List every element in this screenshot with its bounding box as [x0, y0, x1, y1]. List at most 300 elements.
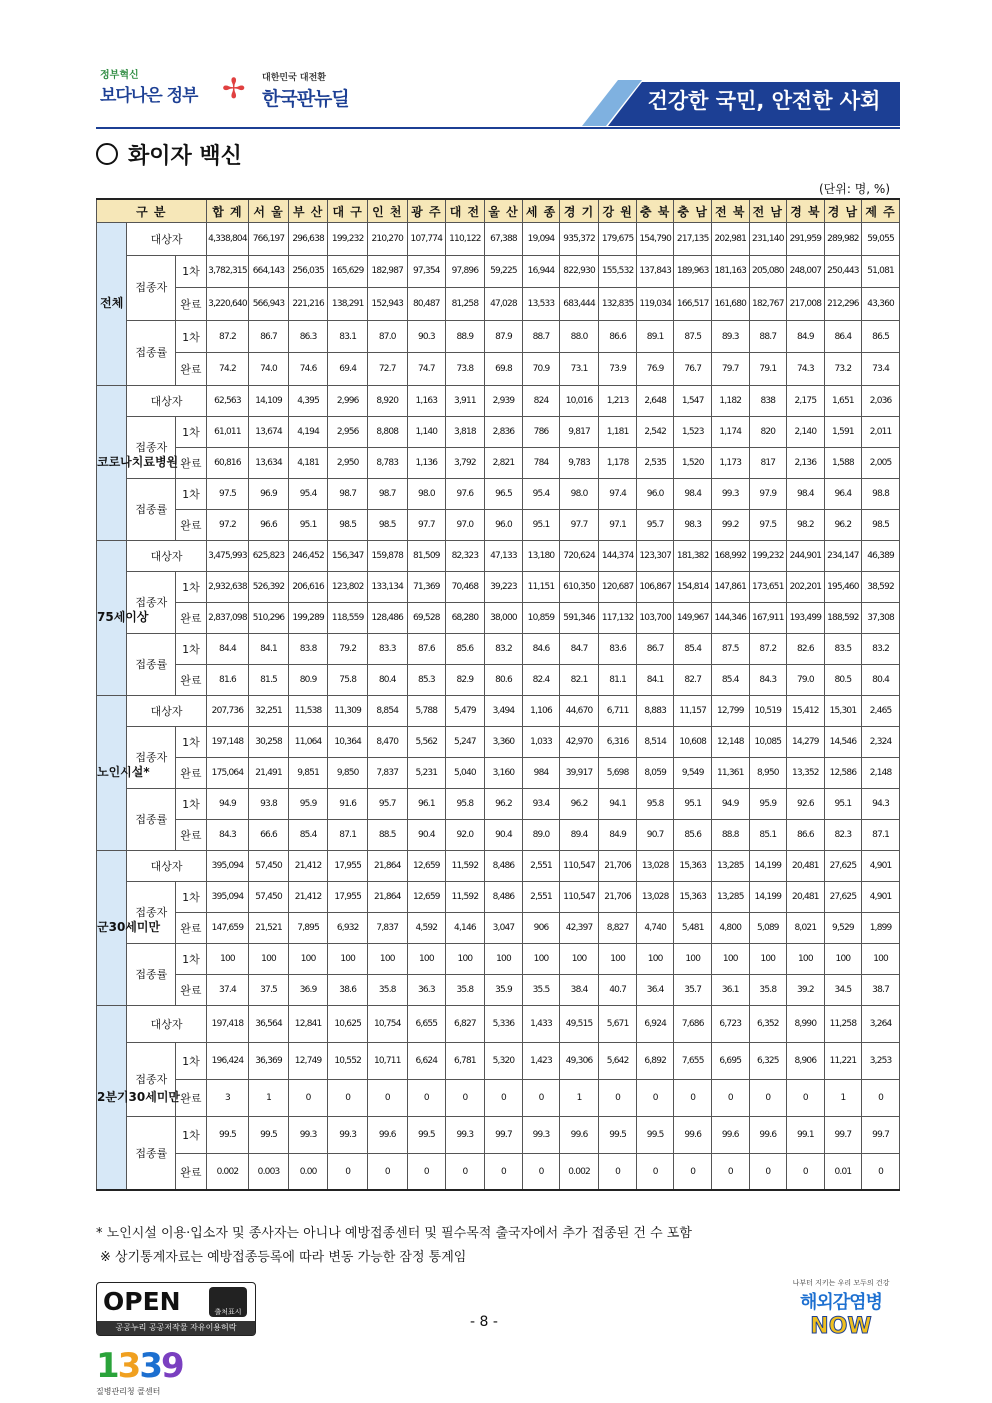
- table-cell: 98.7: [368, 478, 408, 509]
- table-cell: 14,199: [749, 881, 787, 912]
- table-cell: 820: [749, 416, 787, 447]
- table-cell: 15,363: [674, 850, 712, 881]
- table-cell: 97,354: [407, 255, 446, 288]
- table-cell: 8,783: [368, 447, 408, 478]
- row-sublabel: 1차: [176, 633, 206, 664]
- table-cell: 21,706: [599, 881, 637, 912]
- table-cell: 3,264: [862, 1005, 900, 1042]
- row-sublabel: 1차: [176, 255, 206, 288]
- table-cell: 21,864: [368, 850, 408, 881]
- page-number: - 8 -: [470, 1314, 498, 1330]
- overseas-infection-now-logo: [782, 1278, 900, 1338]
- table-cell: 83.2: [862, 633, 900, 664]
- logo-1339-caption: 질병관리청 콜센터: [96, 1387, 161, 1396]
- group-label: 노인시설*: [97, 695, 127, 850]
- table-cell: 2,011: [862, 416, 900, 447]
- table-cell: 100: [712, 943, 750, 974]
- table-cell: 95.8: [446, 788, 485, 819]
- table-cell: 99.5: [599, 1116, 637, 1153]
- table-cell: 95.1: [288, 509, 328, 540]
- table-group: [97, 385, 900, 540]
- table-cell: 69.4: [328, 353, 368, 386]
- table-cell: 9,549: [674, 757, 712, 788]
- table-cell: 82.7: [674, 664, 712, 695]
- table-cell: 133,134: [368, 571, 408, 602]
- table-cell: 83.1: [328, 320, 368, 353]
- table-cell: 97.5: [206, 478, 249, 509]
- table-cell: 82.9: [446, 664, 485, 695]
- table-row: [97, 819, 900, 850]
- table-cell: 87.1: [862, 819, 900, 850]
- table-cell: 2,148: [862, 757, 900, 788]
- table-cell: 97.9: [749, 478, 787, 509]
- table-cell: 1,523: [674, 416, 712, 447]
- table-cell: 0: [523, 1153, 560, 1190]
- table-cell: 210,270: [368, 223, 408, 256]
- row-label-target: 대상자: [127, 850, 206, 881]
- table-cell: 88.8: [712, 819, 750, 850]
- table-cell: 193,499: [787, 602, 825, 633]
- row-label-rate: 접종률: [127, 1116, 176, 1190]
- attribution-icon-label: 출처표시: [214, 1308, 242, 1316]
- table-cell: 98.5: [862, 509, 900, 540]
- table-row: [97, 726, 900, 757]
- table-cell: 168,992: [712, 540, 750, 571]
- table-cell: 97.4: [599, 478, 637, 509]
- table-cell: 15,363: [674, 881, 712, 912]
- table-cell: 100: [599, 943, 637, 974]
- table-cell: 38,000: [484, 602, 523, 633]
- table-cell: 27,625: [824, 850, 862, 881]
- table-cell: 202,981: [712, 223, 750, 256]
- table-cell: 87.5: [712, 633, 750, 664]
- table-cell: 159,878: [368, 540, 408, 571]
- column-header: 경 북: [787, 199, 825, 223]
- table-cell: 90.4: [407, 819, 446, 850]
- table-group: [97, 1005, 900, 1190]
- table-cell: 10,016: [559, 385, 599, 416]
- table-cell: 1,178: [599, 447, 637, 478]
- table-cell: 5,562: [407, 726, 446, 757]
- table-cell: 80.9: [288, 664, 328, 695]
- table-cell: 99.3: [446, 1116, 485, 1153]
- row-label-target: 대상자: [127, 540, 206, 571]
- table-cell: 81.1: [599, 664, 637, 695]
- table-cell: 11,538: [288, 695, 328, 726]
- table-cell: 12,749: [288, 1042, 328, 1079]
- table-cell: 98.5: [368, 509, 408, 540]
- table-cell: 96.2: [559, 788, 599, 819]
- table-cell: 118,559: [328, 602, 368, 633]
- table-cell: 87.1: [328, 819, 368, 850]
- table-cell: 98.8: [862, 478, 900, 509]
- table-cell: 98.3: [674, 509, 712, 540]
- table-cell: 6,932: [328, 912, 368, 943]
- column-header: 울 산: [484, 199, 523, 223]
- table-cell: 96.2: [824, 509, 862, 540]
- row-sublabel: 완료: [176, 819, 206, 850]
- table-cell: 0: [787, 1079, 825, 1116]
- table-cell: 8,486: [484, 881, 523, 912]
- table-cell: 88.9: [446, 320, 485, 353]
- table-cell: 11,157: [674, 695, 712, 726]
- table-row: [97, 540, 900, 571]
- table-cell: 5,481: [674, 912, 712, 943]
- table-cell: 5,336: [484, 1005, 523, 1042]
- table-cell: 93.8: [249, 788, 289, 819]
- table-cell: 149,967: [674, 602, 712, 633]
- table-cell: 83.2: [484, 633, 523, 664]
- table-cell: 8,514: [636, 726, 674, 757]
- table-row: [97, 695, 900, 726]
- table-cell: 95.7: [636, 509, 674, 540]
- table-cell: 99.5: [206, 1116, 249, 1153]
- table-cell: 11,592: [446, 850, 485, 881]
- table-row: [97, 255, 900, 288]
- row-sublabel: 완료: [176, 974, 206, 1005]
- logo-1339-digit: 9: [161, 1346, 183, 1386]
- table-cell: 784: [523, 447, 560, 478]
- table-cell: 0: [636, 1079, 674, 1116]
- table-cell: 189,963: [674, 255, 712, 288]
- table-cell: 0: [446, 1153, 485, 1190]
- table-cell: 8,883: [636, 695, 674, 726]
- table-cell: 95.4: [523, 478, 560, 509]
- table-cell: 84.7: [559, 633, 599, 664]
- table-cell: 3,792: [446, 447, 485, 478]
- table-cell: 38.4: [559, 974, 599, 1005]
- table-cell: 84.3: [206, 819, 249, 850]
- table-cell: 154,814: [674, 571, 712, 602]
- column-header: 인 천: [368, 199, 408, 223]
- table-cell: 98.2: [787, 509, 825, 540]
- table-row: [97, 320, 900, 353]
- group-label: 전체: [97, 223, 127, 386]
- table-cell: 12,659: [407, 881, 446, 912]
- table-cell: 0: [407, 1153, 446, 1190]
- table-cell: 161,680: [712, 288, 750, 321]
- table-cell: 12,799: [712, 695, 750, 726]
- table-cell: 67,388: [484, 223, 523, 256]
- unit-label: (단위: 명, %): [818, 182, 890, 196]
- table-cell: 90.7: [636, 819, 674, 850]
- table-cell: 21,521: [249, 912, 289, 943]
- table-cell: 3,475,993: [206, 540, 249, 571]
- table-cell: 984: [523, 757, 560, 788]
- table-cell: 94.3: [862, 788, 900, 819]
- table-cell: 98.4: [787, 478, 825, 509]
- table-cell: 2,036: [862, 385, 900, 416]
- table-cell: 395,094: [206, 881, 249, 912]
- column-header: 전 북: [712, 199, 750, 223]
- table-cell: 35.8: [368, 974, 408, 1005]
- table-cell: 0: [523, 1079, 560, 1116]
- table-cell: 96.2: [484, 788, 523, 819]
- table-cell: 1: [559, 1079, 599, 1116]
- table-group: [97, 695, 900, 850]
- table-cell: 566,943: [249, 288, 289, 321]
- table-cell: 8,990: [787, 1005, 825, 1042]
- table-cell: 206,616: [288, 571, 328, 602]
- table-cell: 1,591: [824, 416, 862, 447]
- table-cell: 291,959: [787, 223, 825, 256]
- table-cell: 81.5: [249, 664, 289, 695]
- now-tagline: 나부터 지키는 우리 모두의 건강: [792, 1279, 890, 1287]
- table-cell: 86.6: [599, 320, 637, 353]
- table-cell: 4,338,804: [206, 223, 249, 256]
- table-cell: 13,285: [712, 881, 750, 912]
- table-row: [97, 974, 900, 1005]
- row-label-rate: 접종률: [127, 633, 176, 695]
- table-row: [97, 353, 900, 386]
- table-cell: 36.3: [407, 974, 446, 1005]
- table-cell: 49,306: [559, 1042, 599, 1079]
- column-header-category: 구 분: [97, 199, 207, 223]
- table-cell: 97.7: [559, 509, 599, 540]
- table-row: [97, 478, 900, 509]
- column-header: 대 전: [446, 199, 485, 223]
- table-cell: 6,695: [712, 1042, 750, 1079]
- table-cell: 96.6: [249, 509, 289, 540]
- table-cell: 95.9: [288, 788, 328, 819]
- table-cell: 0: [674, 1153, 712, 1190]
- table-cell: 57,450: [249, 881, 289, 912]
- row-label-vaccinated: 접종자: [127, 255, 176, 320]
- table-cell: 0: [749, 1079, 787, 1116]
- row-sublabel: 1차: [176, 478, 206, 509]
- table-cell: 0: [862, 1079, 900, 1116]
- table-cell: 10,625: [328, 1005, 368, 1042]
- table-cell: 21,412: [288, 881, 328, 912]
- table-cell: 119,034: [636, 288, 674, 321]
- table-cell: 217,008: [787, 288, 825, 321]
- table-cell: 99.6: [674, 1116, 712, 1153]
- table-cell: 19,094: [523, 223, 560, 256]
- table-cell: 5,089: [749, 912, 787, 943]
- table-cell: 96.4: [824, 478, 862, 509]
- table-row: [97, 288, 900, 321]
- table-cell: 87.9: [484, 320, 523, 353]
- table-cell: 199,232: [328, 223, 368, 256]
- table-cell: 95.1: [674, 788, 712, 819]
- table-cell: 49,515: [559, 1005, 599, 1042]
- table-cell: 17,955: [328, 881, 368, 912]
- table-cell: 84.9: [599, 819, 637, 850]
- table-cell: 13,285: [712, 850, 750, 881]
- table-cell: 21,412: [288, 850, 328, 881]
- table-cell: 1,182: [712, 385, 750, 416]
- table-cell: 85.3: [407, 664, 446, 695]
- table-cell: 14,109: [249, 385, 289, 416]
- table-cell: 100: [407, 943, 446, 974]
- circle-bullet-icon: [96, 143, 118, 165]
- table-cell: 89.3: [712, 320, 750, 353]
- table-cell: 83.5: [824, 633, 862, 664]
- table-cell: 100: [446, 943, 485, 974]
- table-cell: 1,520: [674, 447, 712, 478]
- table-cell: 2,956: [328, 416, 368, 447]
- table-cell: 9,850: [328, 757, 368, 788]
- table-cell: 73.9: [599, 353, 637, 386]
- table-cell: 10,085: [749, 726, 787, 757]
- table-cell: 81.6: [206, 664, 249, 695]
- table-cell: 96.0: [484, 509, 523, 540]
- table-cell: 250,443: [824, 255, 862, 288]
- table-cell: 87.2: [206, 320, 249, 353]
- table-cell: 156,347: [328, 540, 368, 571]
- table-cell: 10,711: [368, 1042, 408, 1079]
- table-cell: 95.9: [749, 788, 787, 819]
- column-header: 충 북: [636, 199, 674, 223]
- table-cell: 59,225: [484, 255, 523, 288]
- table-cell: 86.5: [862, 320, 900, 353]
- table-cell: 99.3: [328, 1116, 368, 1153]
- table-cell: 4,181: [288, 447, 328, 478]
- table-cell: 11,151: [523, 571, 560, 602]
- table-cell: 10,552: [328, 1042, 368, 1079]
- table-cell: 664,143: [249, 255, 289, 288]
- logo-1339-number: [96, 1346, 206, 1386]
- table-cell: 0: [787, 1153, 825, 1190]
- table-cell: 92.0: [446, 819, 485, 850]
- table-cell: 68,280: [446, 602, 485, 633]
- table-row: [97, 633, 900, 664]
- table-cell: 95.8: [636, 788, 674, 819]
- table-cell: 98.0: [407, 478, 446, 509]
- table-cell: 248,007: [787, 255, 825, 288]
- row-label-vaccinated: 접종자: [127, 726, 176, 788]
- table-cell: 1: [249, 1079, 289, 1116]
- row-sublabel: 완료: [176, 912, 206, 943]
- table-cell: 84.4: [206, 633, 249, 664]
- table-cell: 1,213: [599, 385, 637, 416]
- table-cell: 84.1: [249, 633, 289, 664]
- row-sublabel: 완료: [176, 288, 206, 321]
- table-cell: 1,547: [674, 385, 712, 416]
- table-cell: 0: [712, 1153, 750, 1190]
- row-label-rate: 접종률: [127, 478, 176, 540]
- table-cell: 87.2: [749, 633, 787, 664]
- table-cell: 99.7: [484, 1116, 523, 1153]
- table-cell: 1,174: [712, 416, 750, 447]
- table-cell: 86.6: [787, 819, 825, 850]
- table-cell: 59,055: [862, 223, 900, 256]
- table-cell: 0: [712, 1079, 750, 1116]
- table-cell: 4,146: [446, 912, 485, 943]
- table-cell: 12,659: [407, 850, 446, 881]
- table-cell: 98.5: [328, 509, 368, 540]
- table-row: [97, 912, 900, 943]
- table-cell: 0: [288, 1079, 328, 1116]
- table-cell: 97.7: [407, 509, 446, 540]
- table-cell: 100: [749, 943, 787, 974]
- table-cell: 13,028: [636, 850, 674, 881]
- table-cell: 0: [368, 1079, 408, 1116]
- table-row: [97, 385, 900, 416]
- table-cell: 99.5: [407, 1116, 446, 1153]
- table-cell: 4,592: [407, 912, 446, 943]
- korean-new-deal-logo: [222, 68, 382, 114]
- table-cell: 35.8: [749, 974, 787, 1005]
- table-cell: 99.6: [749, 1116, 787, 1153]
- table-cell: 296,638: [288, 223, 328, 256]
- footnote-2: ※ 상기통계자료는 예방접종등록에 따라 변동 가능한 잠정 통계임: [100, 1250, 467, 1265]
- column-header: 세 종: [523, 199, 560, 223]
- table-cell: 2,542: [636, 416, 674, 447]
- open-text: OPEN: [103, 1287, 181, 1316]
- gov-innovation-logo-text: 보다나은 정부: [100, 86, 198, 106]
- table-cell: 1,140: [407, 416, 446, 447]
- table-cell: 82.6: [787, 633, 825, 664]
- table-row: [97, 943, 900, 974]
- table-cell: 0: [599, 1079, 637, 1116]
- table-group: [97, 223, 900, 386]
- table-cell: 107,774: [407, 223, 446, 256]
- row-sublabel: 1차: [176, 1042, 206, 1079]
- table-row: [97, 509, 900, 540]
- table-row: [97, 571, 900, 602]
- table-cell: 2,932,638: [206, 571, 249, 602]
- table-cell: 123,802: [328, 571, 368, 602]
- table-cell: 20,481: [787, 850, 825, 881]
- table-row: [97, 1042, 900, 1079]
- table-cell: 11,258: [824, 1005, 862, 1042]
- table-cell: 98.0: [559, 478, 599, 509]
- table-cell: 13,634: [249, 447, 289, 478]
- table-cell: 817: [749, 447, 787, 478]
- table-cell: 0: [749, 1153, 787, 1190]
- table-cell: 2,140: [787, 416, 825, 447]
- table-row: [97, 1153, 900, 1190]
- table-cell: 824: [523, 385, 560, 416]
- table-cell: 99.5: [249, 1116, 289, 1153]
- header-divider: [96, 127, 900, 129]
- table-cell: 99.2: [712, 509, 750, 540]
- table-cell: 100: [206, 943, 249, 974]
- table-cell: 3,494: [484, 695, 523, 726]
- table-cell: 72.7: [368, 353, 408, 386]
- table-cell: 73.4: [862, 353, 900, 386]
- table-cell: 70.9: [523, 353, 560, 386]
- table-cell: 88.0: [559, 320, 599, 353]
- table-cell: 13,028: [636, 881, 674, 912]
- table-cell: 95.7: [368, 788, 408, 819]
- table-cell: 110,547: [559, 881, 599, 912]
- table-row: [97, 664, 900, 695]
- table-cell: 97.2: [206, 509, 249, 540]
- table-cell: 5,479: [446, 695, 485, 726]
- table-cell: 181,163: [712, 255, 750, 288]
- gov-innovation-logo-small: 정부혁신: [100, 70, 139, 81]
- table-cell: 85.4: [288, 819, 328, 850]
- table-cell: 256,035: [288, 255, 328, 288]
- new-deal-logo-text: 한국판뉴딜: [262, 88, 349, 110]
- table-cell: 182,767: [749, 288, 787, 321]
- table-cell: 94.9: [206, 788, 249, 819]
- table-cell: 70,468: [446, 571, 485, 602]
- table-cell: 37,308: [862, 602, 900, 633]
- row-label-target: 대상자: [127, 695, 206, 726]
- table-cell: 83.8: [288, 633, 328, 664]
- table-cell: 84.1: [636, 664, 674, 695]
- table-cell: 8,059: [636, 757, 674, 788]
- table-cell: 188,592: [824, 602, 862, 633]
- table-group: [97, 540, 900, 695]
- table-cell: 21,706: [599, 850, 637, 881]
- table-cell: 87.0: [368, 320, 408, 353]
- table-cell: 80.4: [368, 664, 408, 695]
- table-cell: 0: [862, 1153, 900, 1190]
